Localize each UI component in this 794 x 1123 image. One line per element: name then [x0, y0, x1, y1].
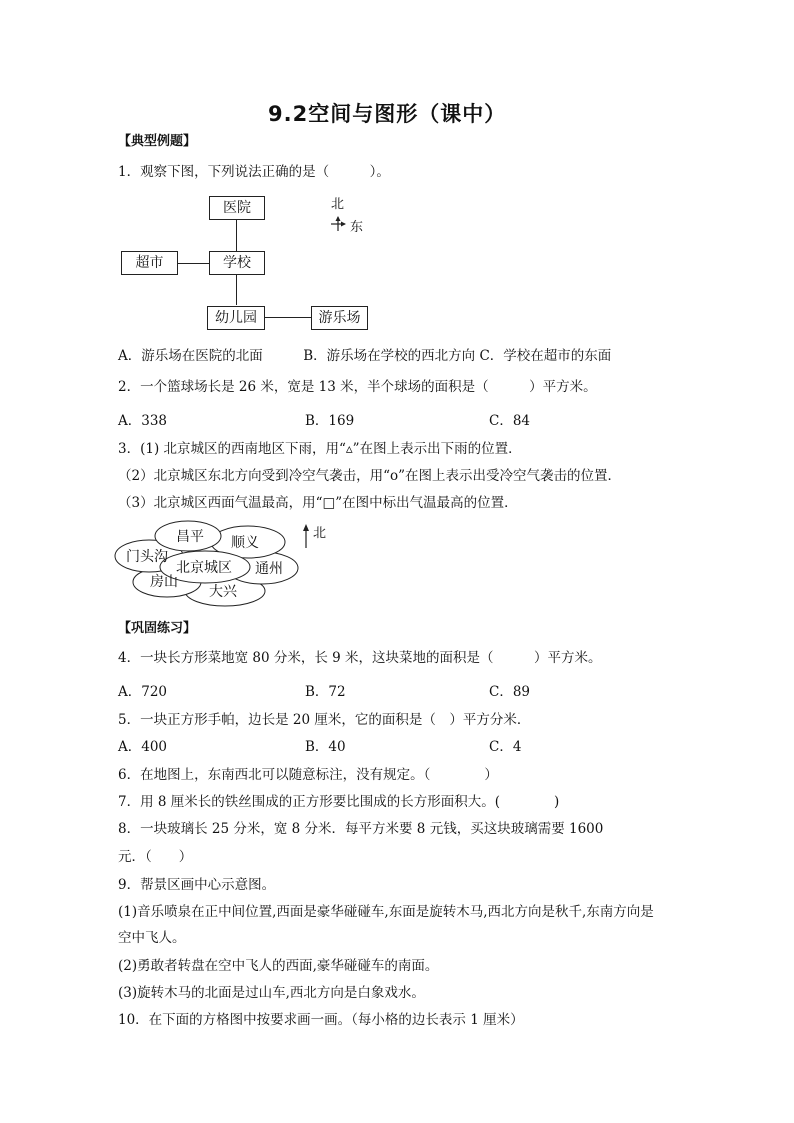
label-changping: 昌平 — [176, 529, 204, 545]
map-line-supermarket-school — [177, 263, 209, 264]
map-line-kindergarten-playground — [264, 317, 311, 318]
map-line-hospital-school — [236, 219, 237, 251]
question-4-option-b: B．72 — [305, 684, 346, 700]
question-10: 10．在下面的方格图中按要求画一画。（每小格的边长表示 1 厘米） — [118, 1012, 524, 1028]
question-2-option-c: C．84 — [489, 413, 531, 429]
compass-east-label: 东 — [350, 220, 364, 235]
label-beijing: 北京城区 — [176, 560, 232, 576]
question-5-option-c: C．4 — [489, 739, 522, 755]
question-7: 7．用 8 厘米长的铁丝围成的正方形要比围成的长方形面积大。( ) — [118, 794, 560, 810]
question-3-line-3: （3）北京城区西面气温最高，用“□”在图中标出气温最高的位置． — [118, 495, 518, 511]
compass-cross-icon — [330, 216, 346, 232]
question-3-line-2: （2）北京城区东北方向受到冷空气袭击，用“o”在图上表示出受冷空气袭击的位置． — [118, 468, 622, 484]
question-5-option-a: A．400 — [118, 739, 168, 755]
north-arrow-icon — [301, 524, 311, 548]
question-9-line-1: (1)音乐喷泉在正中间位置,西面是豪华碰碰车,东面是旋转木马,西北方向是秋千,东南方向是 — [118, 904, 654, 920]
map-line-school-kindergarten — [236, 275, 237, 305]
question-9-line-3: (3)旋转木马的北面是过山车,西北方向是白象戏水。 — [118, 985, 425, 1001]
map-box-school: 学校 — [209, 251, 265, 275]
label-tongzhou: 通州 — [255, 561, 283, 577]
section-heading-examples: 【典型例题】 — [118, 134, 197, 149]
label-mentougou: 门头沟 — [126, 549, 168, 565]
question-5-option-b: B．40 — [305, 739, 346, 755]
map-box-hospital: 医院 — [209, 196, 265, 220]
question-9-stem: 9．帮景区画中心示意图。 — [118, 877, 276, 893]
question-3-line-1: 3．(1) 北京城区的西南地区下雨，用“▵”在图上表示出下雨的位置． — [118, 441, 522, 457]
map-north-label: 北 — [313, 526, 327, 541]
question-4-option-c: C．89 — [489, 684, 531, 700]
question-2-option-b: B．169 — [305, 413, 355, 429]
label-fangshan: 房山 — [150, 574, 178, 590]
question-4-stem: 4．一块长方形菜地宽 80 分米，长 9 米，这块菜地的面积是（ ）平方米。 — [118, 650, 602, 666]
compass-north-label: 北 — [331, 197, 345, 212]
question-8-line-1: 8．一块玻璃长 25 分米，宽 8 分米．每平方米要 8 元钱，买这块玻璃需要 1600 — [118, 821, 604, 837]
map-box-kindergarten: 幼儿园 — [207, 306, 265, 330]
question-8-line-2: 元．（ ） — [118, 849, 193, 865]
question-1-options: A．游乐场在医院的北面 B．游乐场在学校的西北方向 C．学校在超市的东面 — [118, 348, 612, 364]
question-9-line-2: (2)勇敢者转盘在空中飞人的西面,豪华碰碰车的南面。 — [118, 958, 439, 974]
question-2-stem: 2．一个篮球场长是 26 米，宽是 13 米，半个球场的面积是（ ）平方米。 — [118, 379, 597, 395]
question-9-line-1-cont: 空中飞人。 — [118, 930, 186, 946]
question-4-option-a: A．720 — [118, 684, 168, 700]
question-2-option-a: A．338 — [118, 413, 168, 429]
section-heading-practice: 【巩固练习】 — [118, 621, 197, 636]
question-6: 6．在地图上，东南西北可以随意标注，没有规定。（ ） — [118, 767, 498, 783]
page-title: 9.2空间与图形（课中） — [268, 102, 507, 126]
label-daxing: 大兴 — [209, 584, 237, 600]
question-1-stem: 1．观察下图，下列说法正确的是（ ）。 — [118, 164, 390, 180]
question-5-stem: 5．一块正方形手帕，边长是 20 厘米，它的面积是（ ）平方分米． — [118, 712, 531, 728]
map-box-playground: 游乐场 — [311, 306, 368, 330]
label-shunyi: 顺义 — [231, 535, 259, 551]
map-box-supermarket: 超市 — [121, 251, 178, 275]
